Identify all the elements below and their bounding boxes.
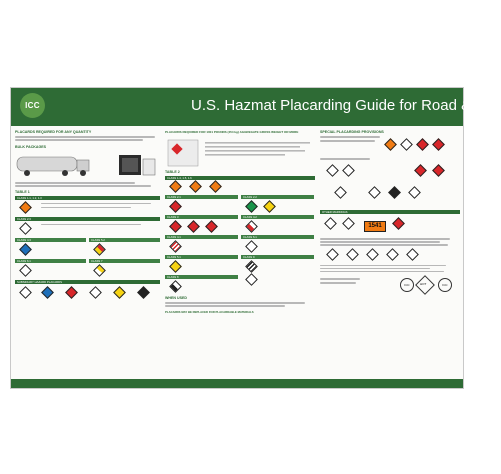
poison-gas-placard-icon	[19, 222, 32, 235]
subsidiary-band: SUBSIDIARY HAZARD PLACARDS	[15, 280, 160, 284]
text-line	[15, 185, 151, 187]
class-band: CLASS 4.2	[241, 215, 314, 219]
bulk-packaging-illustration	[15, 151, 160, 181]
placard-icon	[368, 186, 381, 199]
non-flammable-gas-placard-icon	[245, 200, 258, 213]
poison-placard-icon	[245, 240, 258, 253]
placard-row	[241, 240, 314, 253]
poison-inhalation-placard-icon	[326, 164, 339, 177]
hot-marking-icon	[342, 217, 355, 230]
bulk-packages-heading: BULK PACKAGES	[15, 144, 47, 149]
flammable-placard-icon	[416, 138, 429, 151]
placarding-poster	[10, 87, 501, 389]
limited-quantity-marking-icon	[326, 248, 339, 261]
text-line	[41, 203, 151, 205]
icc-logo: ICC	[20, 93, 45, 118]
icc-certification-seal: ICC	[400, 278, 414, 292]
fumigant-marking-icon	[386, 248, 399, 261]
subsidiary-placard-icon	[113, 286, 126, 299]
text-line	[165, 302, 305, 304]
class-band: CLASS 5.2	[89, 238, 160, 242]
flammable-placard-icon	[205, 220, 218, 233]
oxidizer-placard-icon	[169, 260, 182, 273]
class-band: CLASS 2.2	[241, 195, 314, 199]
orange-panel-number: 1541	[364, 221, 386, 232]
poster-footer	[11, 379, 463, 388]
placard-row	[15, 222, 160, 236]
placard-icon	[388, 186, 401, 199]
text-line	[15, 139, 143, 141]
other-markings-row	[320, 215, 460, 237]
dangerous-placard-icon	[245, 273, 258, 286]
text-line	[320, 278, 360, 280]
text-line	[320, 265, 446, 267]
subsidiary-placard-icon	[19, 286, 32, 299]
placard-icon	[408, 186, 421, 199]
class-band: CLASS 4.1	[165, 235, 238, 239]
flammable-placard-icon	[169, 220, 182, 233]
when-used-heading: WHEN USED	[165, 296, 187, 300]
flammable-placard-icon	[187, 220, 200, 233]
subsidiary-placard-icon	[89, 286, 102, 299]
text-line	[41, 207, 131, 209]
table-1-heading: TABLE 1	[15, 189, 30, 194]
class-band: CLASS 1.1, 1.2, 1.3	[15, 196, 160, 200]
class-band: CLASS 7	[89, 259, 160, 263]
spontaneously-combustible-placard-icon	[245, 220, 258, 233]
text-line	[320, 271, 444, 273]
placard-row	[165, 200, 238, 213]
placard-row	[241, 273, 314, 286]
marking-icon	[406, 248, 419, 261]
placard-row	[89, 264, 160, 278]
table-2-heading: TABLE 2	[165, 170, 180, 174]
marking-examples-row	[320, 247, 460, 263]
inhalation-hazard-marking-icon	[346, 248, 359, 261]
text-line	[320, 136, 380, 138]
class-band: CLASS 1.4, 1.5, 1.6	[165, 176, 315, 180]
truck-illustration	[15, 151, 160, 181]
text-line	[320, 158, 370, 160]
class-band: CLASS 6.1	[241, 235, 314, 239]
placard-row	[15, 264, 86, 278]
intro-block	[165, 136, 315, 170]
table-2-left	[165, 193, 238, 293]
dangerous-when-wet-placard-icon	[19, 243, 32, 256]
subsidiary-placards	[15, 285, 160, 311]
text-line	[320, 244, 448, 246]
placard-row	[241, 260, 314, 273]
class-band: CLASS 6.1	[15, 259, 86, 263]
special-provisions-heading: SPECIAL PLACARDING PROVISIONS	[320, 130, 384, 134]
text-line	[15, 136, 155, 138]
elevated-temp-marking-icon	[366, 248, 379, 261]
poison-inhalation-placard-icon	[342, 164, 355, 177]
placard-with-number-icon	[392, 217, 405, 230]
table-2-right	[241, 193, 314, 293]
placard-row	[89, 243, 160, 257]
subsidiary-placard-icon	[41, 286, 54, 299]
explosive-placard-icon	[19, 201, 32, 214]
text-line	[320, 140, 375, 142]
class-band: CLASS 2.1	[165, 195, 238, 199]
poison-placard-icon	[400, 138, 413, 151]
class-band: CLASS 2.3	[15, 217, 160, 221]
explosive-placard-icon	[384, 138, 397, 151]
class-band: CLASS 9	[241, 255, 314, 259]
class-band: CLASS 8	[165, 275, 238, 279]
icc-certification-seal: ICC	[438, 278, 452, 292]
explosive-placard-icon	[189, 180, 202, 193]
placard-row	[165, 260, 238, 273]
text-line	[41, 224, 141, 226]
replacement-note: PLACARDS MAY BE REPLACED FOR PLACARDABLE MATERIALS	[165, 309, 254, 314]
other-markings-band: OTHER MARKINGS	[320, 210, 460, 214]
text-line	[15, 182, 135, 184]
explosive-placard-icon	[209, 180, 222, 193]
certification-row	[320, 276, 460, 300]
oxygen-placard-icon	[263, 200, 276, 213]
corrosive-placard-icon	[169, 280, 182, 293]
placard-row	[165, 240, 238, 253]
marine-pollutant-icon	[324, 217, 337, 230]
any-quantity-heading: PLACARDS REQUIRED FOR ANY QUANTITY	[15, 130, 92, 134]
radioactive-placard-icon	[93, 264, 106, 277]
text-line	[320, 268, 430, 270]
column-1001-pounds	[165, 130, 315, 316]
subsidiary-placard-icon	[137, 286, 150, 299]
explosive-placard-icon	[169, 180, 182, 193]
text-line	[320, 241, 440, 243]
flammable-placard-icon	[432, 164, 445, 177]
placard-row	[165, 181, 315, 193]
flammable-placard-icon	[432, 138, 445, 151]
flammable-placard-icon	[414, 164, 427, 177]
class-9-placard-icon	[245, 260, 258, 273]
text-line	[320, 238, 450, 240]
aggregate-weight-heading: PLACARDS REQUIRED FOR 1001 POUNDS (454 kg) AGGREGATE GROSS WEIGHT OR MORE	[165, 130, 299, 134]
class-band: CLASS 5.1	[165, 255, 238, 259]
class-band: CLASS 4.3	[15, 238, 86, 242]
flammable-solid-placard-icon	[169, 240, 182, 253]
column-any-quantity	[15, 130, 160, 311]
placard-row	[241, 200, 314, 213]
dangerous-placard-icon	[334, 186, 347, 199]
column-special-provisions	[320, 130, 460, 300]
hot-label: HOT	[420, 282, 427, 287]
placard-row	[165, 220, 238, 233]
organic-peroxide-placard-icon	[93, 243, 106, 256]
placard-row	[15, 243, 86, 257]
special-provisions-block	[320, 136, 460, 208]
placard-location-illustration	[165, 136, 315, 170]
poison-placard-icon	[19, 264, 32, 277]
class-band: CLASS 3	[165, 215, 238, 219]
placard-row	[15, 201, 160, 215]
placard-row	[165, 280, 238, 293]
placard-row	[241, 220, 314, 233]
poster-title: U.S. Hazmat Placarding Guide for Road & Rail	[191, 97, 501, 114]
text-line	[165, 305, 285, 307]
text-line	[320, 282, 356, 284]
flammable-gas-placard-icon	[169, 200, 182, 213]
subsidiary-placard-icon	[65, 286, 78, 299]
poster-header	[11, 88, 501, 126]
